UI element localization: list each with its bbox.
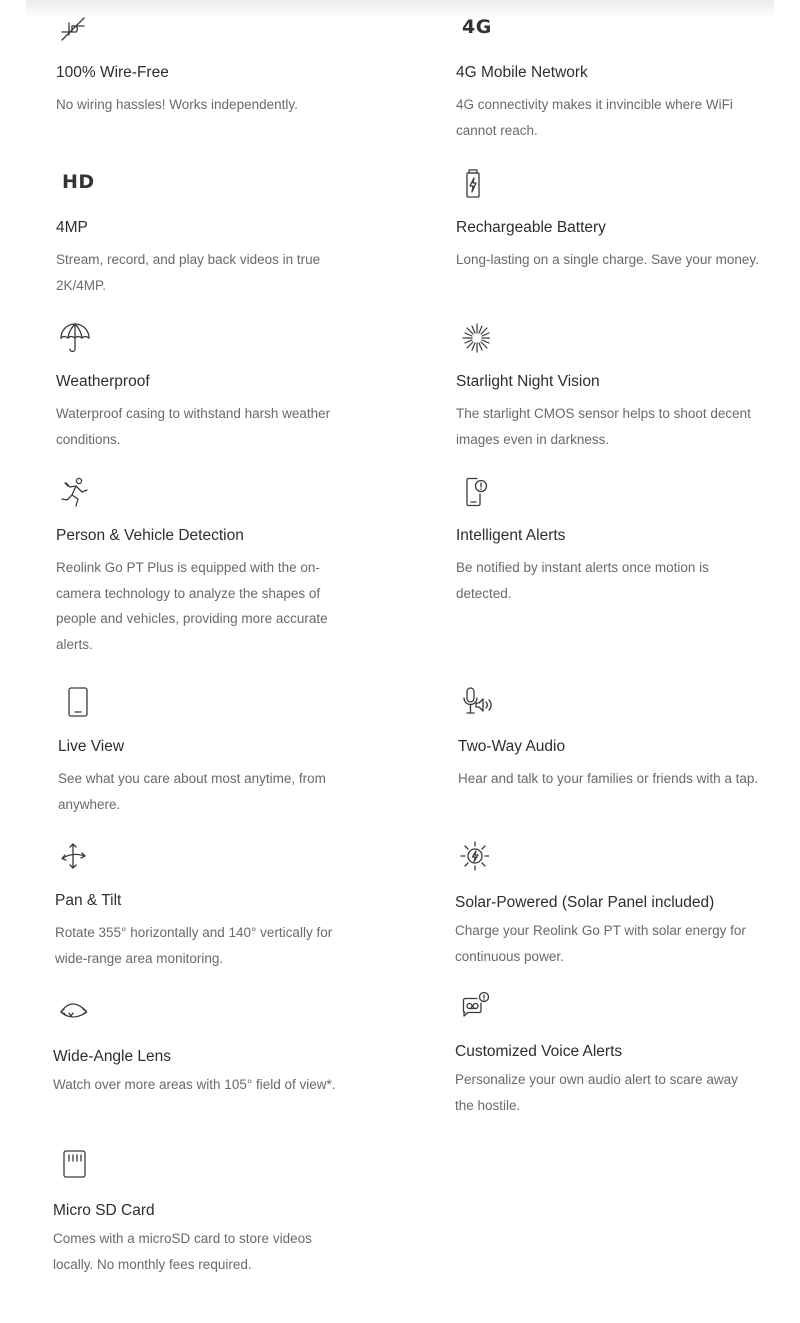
hd-icon: HD <box>62 171 95 193</box>
top-shadow <box>26 0 774 20</box>
feature-title: 4G Mobile Network <box>456 64 588 81</box>
running-person-icon <box>56 475 96 511</box>
sd-card-icon <box>53 1148 93 1184</box>
feature-description: Charge your Reolink Go PT with solar energy for continuous power. <box>455 923 746 964</box>
feature-title: Pan & Tilt <box>55 892 122 909</box>
feature-title: Solar-Powered (Solar Panel included) <box>455 894 715 911</box>
feature-title: Customized Voice Alerts <box>455 1043 623 1060</box>
voice-alert-icon <box>455 990 495 1026</box>
feature-title: Starlight Night Vision <box>456 373 600 390</box>
feature-description: No wiring hassles! Works independently. <box>56 97 298 112</box>
feature-description: Hear and talk to your families or friends with a tap. <box>458 771 759 786</box>
umbrella-icon <box>56 321 96 357</box>
feature-title: Two-Way Audio <box>458 738 566 755</box>
microphone-speaker-icon <box>458 686 498 722</box>
feature-description: Personalize your own audio alert to scare away the hostile. <box>455 1072 738 1113</box>
feature-description: Reolink Go PT Plus is equipped with the on-camera technology to analyze the shapes of people and vehicles, providing more accurate alerts. <box>56 560 328 652</box>
battery-icon <box>456 167 496 203</box>
feature-description: Long-lasting on a single charge. Save your money. <box>456 252 759 267</box>
feature-description: 4G connectivity makes it invincible where WiFi cannot reach. <box>456 97 733 138</box>
feature-title: 4MP <box>56 219 88 236</box>
feature-description: See what you care about most anytime, from anywhere. <box>58 771 326 812</box>
feature-description: Be notified by instant alerts once motion is detected. <box>456 560 709 601</box>
feature-description: Rotate 355° horizontally and 140° vertically for wide-range area monitoring. <box>55 925 333 966</box>
feature-description: Watch over more areas with 105° field of view*. <box>53 1077 336 1092</box>
feature-description: Waterproof casing to withstand harsh weather conditions. <box>56 406 331 447</box>
feature-title: Wide-Angle Lens <box>53 1048 172 1065</box>
4g-icon: 4G <box>462 16 492 38</box>
starlight-icon <box>456 321 496 357</box>
wide-angle-icon <box>53 996 93 1032</box>
phone-icon <box>58 686 98 722</box>
feature-title: Person & Vehicle Detection <box>56 527 244 544</box>
wire-free-icon <box>56 12 96 48</box>
feature-description: The starlight CMOS sensor helps to shoot decent images even in darkness. <box>456 406 751 447</box>
feature-title: Weatherproof <box>56 373 150 390</box>
feature-title: Live View <box>58 738 125 755</box>
feature-title: 100% Wire-Free <box>56 64 169 81</box>
feature-description: Comes with a microSD card to store videos locally. No monthly fees required. <box>53 1231 312 1272</box>
feature-title: Intelligent Alerts <box>456 527 566 544</box>
feature-title: Micro SD Card <box>53 1202 155 1219</box>
phone-alert-icon <box>456 475 496 511</box>
feature-title: Rechargeable Battery <box>456 219 606 236</box>
solar-icon <box>455 840 495 876</box>
feature-description: Stream, record, and play back videos in true 2K/4MP. <box>56 252 321 293</box>
pan-tilt-icon <box>55 840 95 876</box>
